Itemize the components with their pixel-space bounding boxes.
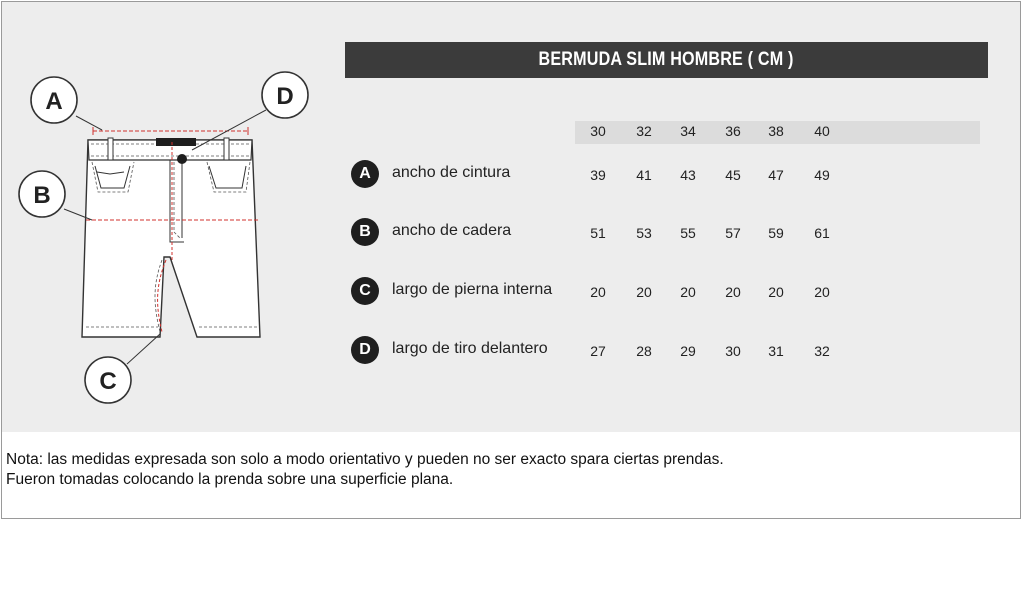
table-cell: 20 [768, 284, 784, 300]
table-cell: 39 [590, 167, 606, 183]
size-chart-frame [1, 1, 1021, 519]
table-cell: 28 [636, 343, 652, 359]
table-cell: 31 [768, 343, 784, 359]
table-cell: 20 [636, 284, 652, 300]
table-cell: 20 [680, 284, 696, 300]
size-header-2: 34 [680, 123, 696, 139]
size-header-0: 30 [590, 123, 606, 139]
row-label-3: largo de tiro delantero [392, 340, 548, 357]
table-cell: 20 [725, 284, 741, 300]
table-cell: 51 [590, 225, 606, 241]
shorts-diagram-icon [2, 62, 322, 422]
size-header-1: 32 [636, 123, 652, 139]
diagram-label-c: C [99, 368, 117, 395]
table-cell: 55 [680, 225, 696, 241]
table-cell: 61 [814, 225, 830, 241]
row-badge-2: C [351, 277, 379, 305]
table-cell: 47 [768, 167, 784, 183]
diagram-label-b: B [33, 182, 51, 209]
note-line-2: Fueron tomadas colocando la prenda sobre una superficie plana. [6, 471, 454, 488]
table-cell: 59 [768, 225, 784, 241]
table-cell: 45 [725, 167, 741, 183]
size-header-3: 36 [725, 123, 741, 139]
table-cell: 41 [636, 167, 652, 183]
table-cell: 20 [814, 284, 830, 300]
size-chart-panel [2, 2, 1020, 432]
table-cell: 43 [680, 167, 696, 183]
table-cell: 29 [680, 343, 696, 359]
table-cell: 53 [636, 225, 652, 241]
row-badge-0: A [351, 160, 379, 188]
note-line-1: Nota: las medidas expresada son solo a modo orientativo y pueden no ser exacto spara ciertas prendas. [6, 451, 724, 468]
table-cell: 49 [814, 167, 830, 183]
table-cell: 32 [814, 343, 830, 359]
row-label-1: ancho de cadera [392, 222, 512, 239]
table-cell: 30 [725, 343, 741, 359]
table-cell: 57 [725, 225, 741, 241]
row-badge-3: D [351, 336, 379, 364]
row-label-0: ancho de cintura [392, 164, 511, 181]
table-cell: 20 [590, 284, 606, 300]
size-header-4: 38 [768, 123, 784, 139]
chart-title: BERMUDA SLIM HOMBRE ( CM ) [538, 49, 795, 70]
diagram-label-d: D [276, 83, 294, 110]
diagram-label-a: A [45, 88, 63, 115]
chart-title-bar [345, 42, 988, 78]
size-header-5: 40 [814, 123, 830, 139]
table-cell: 27 [590, 343, 606, 359]
row-label-2: largo de pierna interna [392, 281, 553, 298]
row-badge-1: B [351, 218, 379, 246]
